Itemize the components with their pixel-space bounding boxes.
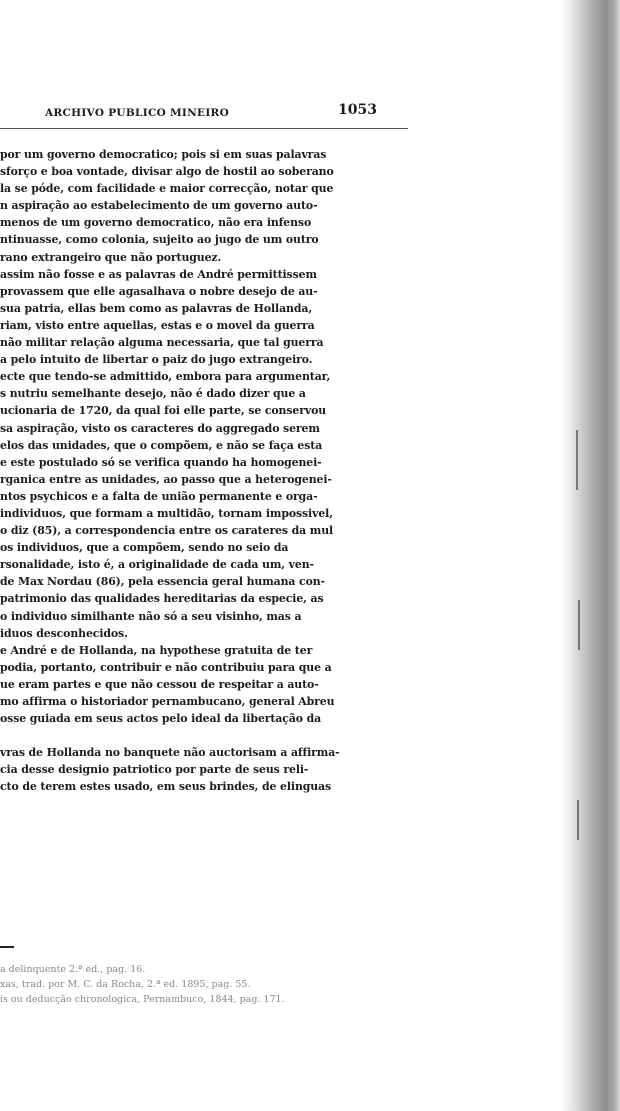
running-title: ARCHIVO PUBLICO MINEIRO — [45, 107, 230, 119]
text-line: os individuos, que a compõem, sendo no seio da — [0, 541, 289, 555]
page-number: 1053 — [338, 102, 377, 118]
text-line — [0, 727, 410, 744]
page-gutter-shadow — [562, 0, 620, 1111]
text-line: rsonalidade, isto é, a originalidade de cada um, ven- — [0, 558, 314, 572]
text-line: patrimonio das qualidades hereditarias da especie, as — [0, 592, 324, 606]
body-text — [0, 146, 410, 796]
text-line: osse guiada em seus actos pelo ideal da libertação da — [0, 712, 322, 726]
footnote-rule — [0, 946, 14, 948]
text-line: menos de um governo democratico, não era infenso — [0, 216, 312, 230]
text-line: podia, portanto, contribuir e não contribuiu para que a — [0, 660, 332, 674]
gutter-mark — [576, 430, 578, 490]
text-line: ecte que tendo-se admittido, embora para argumentar, — [0, 370, 331, 384]
gutter-mark — [577, 800, 579, 840]
page-header — [40, 104, 375, 126]
text-line: e André e de Hollanda, na hypothese gratuita de ter — [0, 643, 313, 657]
gutter-mark — [578, 600, 580, 650]
text-line: por um governo democratico; pois si em suas palavras — [0, 148, 327, 161]
text-line: ucionaria de 1720, da qual foi elle parte, se conservou — [0, 404, 327, 418]
text-line: s nutriu semelhante desejo, não é dado dizer que a — [0, 387, 306, 401]
text-line: mo affirma o historiador pernambucano, general Abreu — [0, 695, 335, 708]
footnotes — [0, 962, 400, 1007]
text-line: la se póde, com facilidade e maior correcção, notar que — [0, 182, 334, 196]
text-line: a pelo intuito de libertar o paiz do jugo extrangeiro. — [0, 353, 313, 367]
text-line: rano extrangeiro que não portuguez. — [0, 250, 222, 264]
text-line: riam, visto entre aquellas, estas e o movel da guerra — [0, 318, 315, 332]
text-line: n aspiração ao estabelecimento de um governo auto- — [0, 199, 318, 213]
footnote-line: is ou deducção chronologica, Pernambuco, 1844, pag. 171. — [0, 994, 285, 1005]
text-line: ntos psychicos e a falta de união permanente e orga- — [0, 489, 318, 503]
text-line: iduos desconhecidos. — [0, 626, 128, 640]
text-line: rganica entre as unidades, ao passo que a heterogenei- — [0, 472, 332, 486]
footnote-line: a delinquente 2.ª ed., pag. 16. — [0, 964, 146, 975]
text-line: ntinuasse, como colonia, sujeito ao jugo de um outro — [0, 233, 319, 247]
header-rule — [0, 128, 408, 129]
text-line: individuos, que formam a multidão, tornam impossivel, — [0, 506, 333, 520]
text-line: vras de Hollanda no banquete não auctorisam a affirma- — [0, 746, 340, 760]
text-line: sa aspiração, visto os caracteres do aggregado serem — [0, 421, 320, 435]
text-line: elos das unidades, que o compõem, e não se faça esta — [0, 438, 323, 452]
text-line: sforço e boa vontade, divisar algo de hostil ao soberano — [0, 165, 334, 179]
footnote-line: xas, trad. por M. C. da Rocha, 2.ª ed. 1895, pag. 55. — [0, 979, 251, 990]
text-line: cia desse designio patriotico por parte de seus reli- — [0, 763, 309, 777]
text-line: e este postulado só se verifica quando ha homogenei- — [0, 455, 322, 469]
text-line: provassem que elle agasalhava o nobre desejo de au- — [0, 284, 318, 298]
text-line: o diz (85), a correspondencia entre os carateres da mul — [0, 524, 334, 538]
text-line: ue eram partes e que não cessou de respeitar a auto- — [0, 677, 319, 691]
text-line: o individuo similhante não só a seu visinho, mas a — [0, 609, 302, 623]
text-line: assim não fosse e as palavras de André permittissem — [0, 267, 317, 281]
text-line: não militar relação alguma necessaria, que tal guerra — [0, 336, 324, 350]
text-line: sua patria, ellas bem como as palavras de Hollanda, — [0, 301, 313, 315]
text-line: de Max Nordau (86), pela essencia geral humana con- — [0, 575, 325, 589]
text-line: cto de terem estes usado, em seus brindes, de elinguas — [0, 780, 332, 794]
